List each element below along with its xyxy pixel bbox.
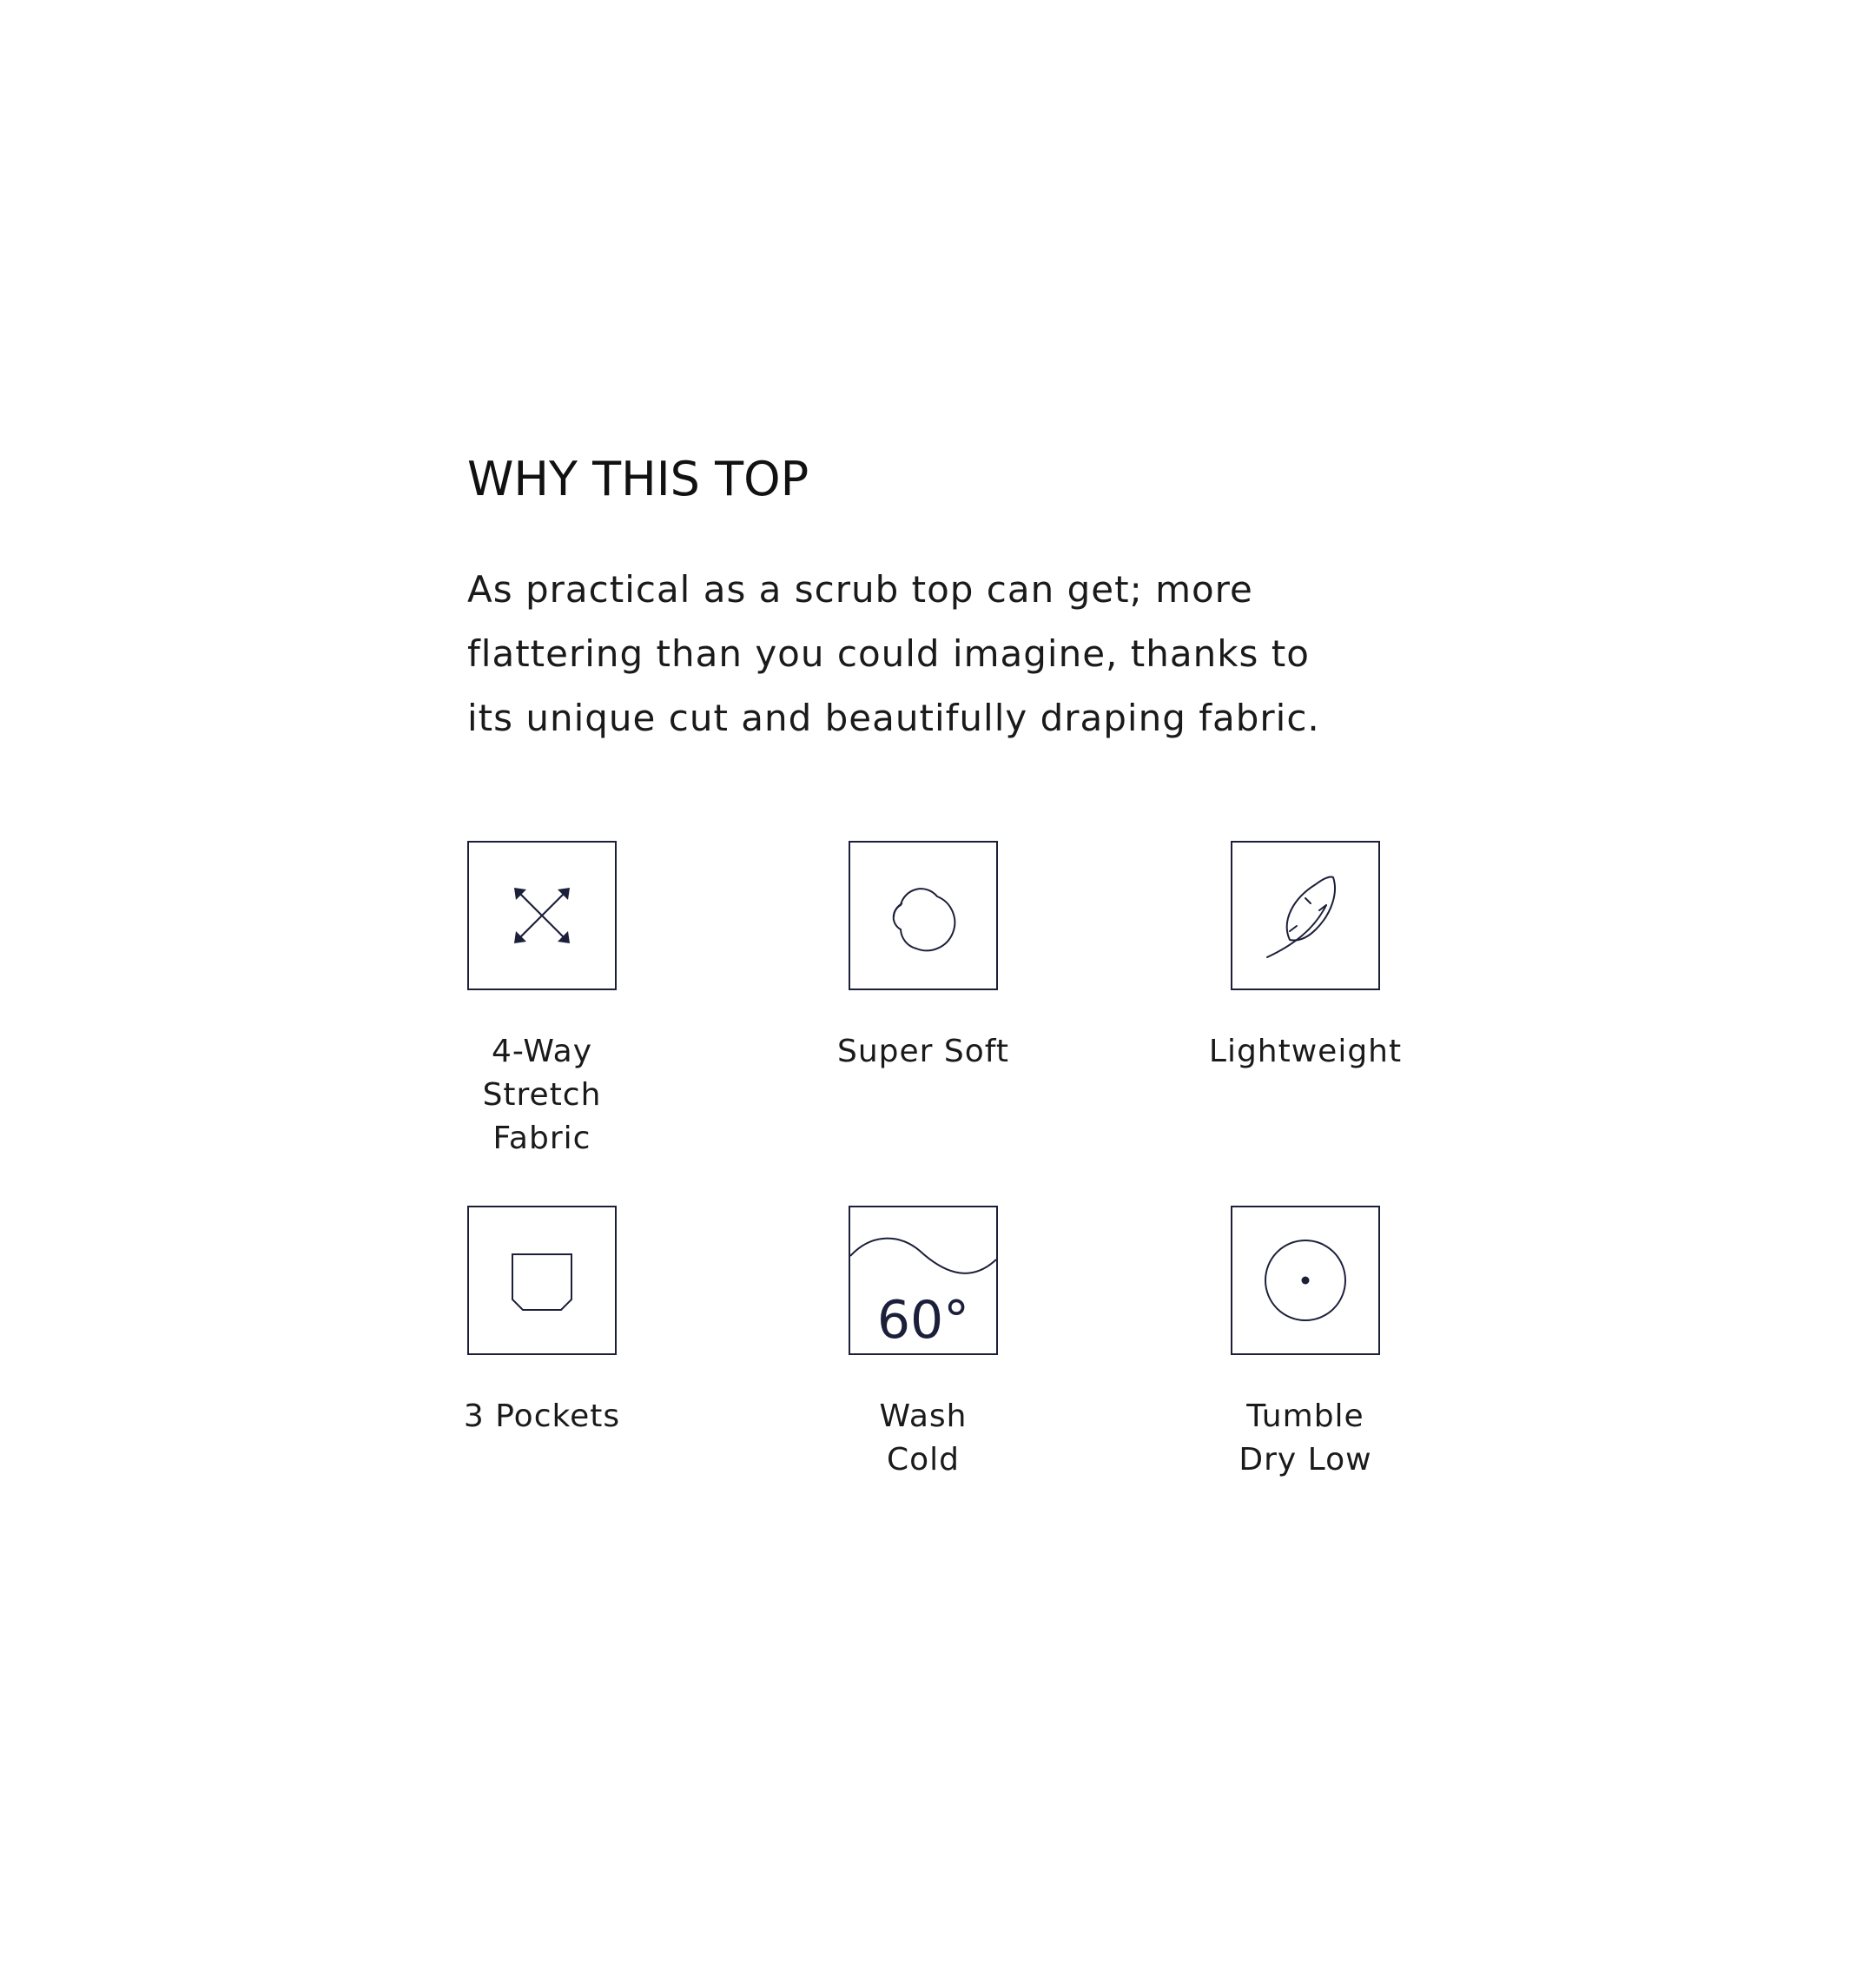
section-title: WHY THIS TOP bbox=[467, 452, 809, 506]
wash-60-icon bbox=[849, 1206, 998, 1355]
feature-tumble-dry-low bbox=[1175, 1206, 1436, 1482]
feather-icon bbox=[1231, 841, 1380, 990]
description-line: flattering than you could imagine, thanks to bbox=[467, 632, 1310, 675]
why-this-top-section bbox=[467, 452, 1423, 508]
description-line: its unique cut and beautifully draping fabric. bbox=[467, 697, 1320, 739]
feature-label: 3 Pockets bbox=[463, 1398, 621, 1434]
feature-super-soft bbox=[793, 841, 1054, 1074]
cloud-soft-icon bbox=[849, 841, 998, 990]
pocket-icon bbox=[467, 1206, 617, 1355]
feature-lightweight bbox=[1175, 841, 1436, 1074]
description-line: As practical as a scrub top can get; more bbox=[467, 568, 1253, 611]
section-description bbox=[467, 558, 1336, 750]
feature-label: Wash Cold bbox=[879, 1398, 968, 1478]
feature-label: Super Soft bbox=[837, 1034, 1009, 1069]
feature-four-way-stretch bbox=[412, 841, 672, 1160]
four-way-arrows-icon bbox=[467, 841, 617, 990]
feature-label: 4-Way Stretch Fabric bbox=[482, 1034, 602, 1156]
feature-wash-cold bbox=[793, 1206, 1054, 1482]
feature-label: Tumble Dry Low bbox=[1239, 1398, 1372, 1478]
wash-temperature: 60° bbox=[876, 1290, 970, 1351]
feature-three-pockets bbox=[412, 1206, 672, 1438]
feature-label: Lightweight bbox=[1208, 1034, 1403, 1069]
tumble-dry-low-icon bbox=[1231, 1206, 1380, 1355]
